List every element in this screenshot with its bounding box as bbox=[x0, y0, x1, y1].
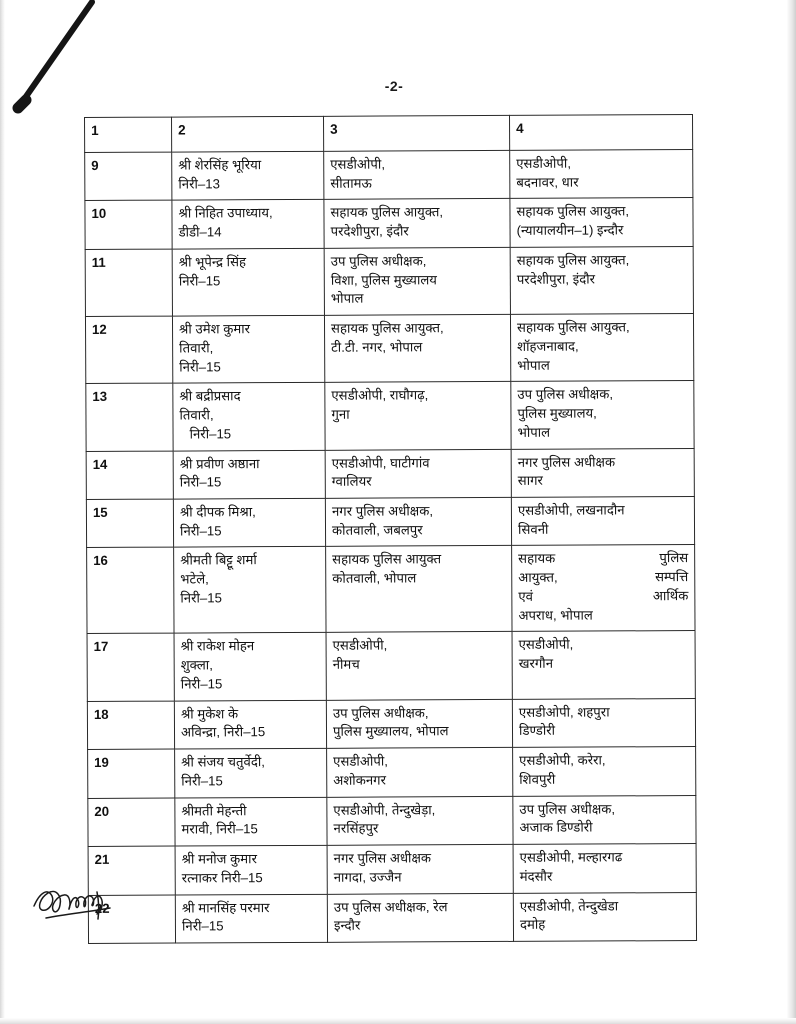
text-line: शॉहजनाबाद, bbox=[517, 338, 579, 354]
cell-new-posting bbox=[511, 381, 694, 449]
text-line: एसडीओपी, लखनादौन bbox=[517, 502, 625, 518]
text-line: अविन्द्रा, निरी–15 bbox=[180, 724, 266, 740]
text-line bbox=[518, 587, 688, 607]
cell-serial-number: 19 bbox=[88, 749, 175, 798]
column-number-3: 3 bbox=[323, 115, 509, 151]
text-line: तिवारी, bbox=[179, 407, 214, 423]
text-line: निरी–13 bbox=[178, 176, 220, 192]
text-line: पुलिस मुख्यालय, bbox=[517, 405, 597, 421]
cell-officer-name bbox=[173, 383, 325, 451]
table-row bbox=[88, 892, 696, 943]
cell-serial-number: 12 bbox=[85, 316, 172, 384]
table-row bbox=[87, 698, 695, 749]
text-line: श्री मानसिंह परमार bbox=[181, 899, 270, 916]
text-line: निरी–15 bbox=[178, 273, 221, 289]
text-line: खरगौन bbox=[518, 655, 554, 672]
cell-present-posting bbox=[324, 247, 510, 315]
cell-present-posting bbox=[324, 199, 510, 248]
text-line: सहायक पुलिस आयुक्त, bbox=[330, 320, 444, 336]
text-line: निरी–15 bbox=[179, 474, 222, 490]
text-line: निरी–15 bbox=[180, 676, 223, 692]
text-word: सहायक bbox=[518, 551, 556, 567]
text-word: पुलिस bbox=[659, 550, 689, 566]
column-number-1: 1 bbox=[85, 117, 172, 152]
cell-officer-name bbox=[175, 797, 327, 846]
text-word: आयुक्त, bbox=[518, 569, 558, 586]
text-line: डिण्डोरी bbox=[518, 723, 556, 739]
cell-officer-name bbox=[172, 315, 324, 383]
text-line: अशोकनगर bbox=[333, 772, 387, 788]
table-row bbox=[86, 381, 694, 451]
text-line: नागदा, उज्जैन bbox=[333, 869, 402, 885]
cell-new-posting bbox=[513, 747, 696, 796]
text-line: नीमच bbox=[332, 656, 360, 672]
text-line: निरी–15 bbox=[179, 523, 222, 539]
cell-present-posting bbox=[324, 315, 510, 383]
text-line: शिवपुरी bbox=[519, 771, 556, 787]
text-line: इन्दौर bbox=[333, 917, 361, 934]
text-line: निरी–15 bbox=[189, 426, 232, 442]
text-line: एसडीओपी, bbox=[330, 156, 386, 172]
cell-new-posting bbox=[510, 314, 693, 382]
text-line: शुक्ला, bbox=[180, 657, 213, 673]
cell-present-posting bbox=[325, 449, 511, 498]
cell-officer-name bbox=[174, 633, 326, 701]
table-row bbox=[88, 844, 696, 895]
text-line: परदेशीपुरा, इंदौर bbox=[330, 223, 409, 239]
cell-new-posting bbox=[510, 246, 693, 314]
table-row bbox=[87, 545, 695, 634]
text-line: उप पुलिस अधीक्षक, bbox=[517, 386, 614, 403]
text-line: विशा, पुलिस मुख्यालय bbox=[330, 271, 437, 288]
text-line: एसडीओपी, राघौगढ़, bbox=[331, 387, 429, 404]
text-line: निरी–15 bbox=[181, 773, 223, 789]
text-line: एसडीओपी, bbox=[333, 753, 388, 769]
cell-serial-number: 17 bbox=[87, 633, 174, 701]
cell-officer-name bbox=[173, 450, 325, 499]
cell-present-posting bbox=[326, 699, 512, 748]
text-line: दमोह bbox=[519, 916, 546, 933]
text-line: उप पुलिस अधीक्षक, bbox=[330, 253, 427, 269]
text-line: भटेले, bbox=[180, 571, 209, 587]
text-line: ग्वालियर bbox=[331, 473, 372, 490]
text-line: एसडीओपी, शहपुरा bbox=[518, 704, 610, 720]
cell-present-posting bbox=[327, 844, 513, 893]
text-line: श्री दीपक मिश्रा, bbox=[179, 504, 256, 520]
cell-officer-name bbox=[172, 151, 324, 200]
table-column-number-row bbox=[85, 115, 693, 153]
text-line: श्री संजय चतुर्वेदी, bbox=[181, 754, 265, 770]
cell-new-posting bbox=[513, 892, 696, 941]
text-line: नरसिंहपुर bbox=[333, 820, 379, 837]
text-line: सीतामऊ bbox=[330, 175, 372, 191]
cell-serial-number: 16 bbox=[87, 548, 174, 634]
cell-present-posting bbox=[325, 382, 511, 450]
cell-serial-number: 9 bbox=[85, 152, 172, 201]
cell-officer-name bbox=[174, 700, 326, 749]
text-line: डीडी–14 bbox=[178, 224, 222, 240]
cell-serial-number: 11 bbox=[85, 249, 172, 317]
text-line: सागर bbox=[517, 473, 543, 489]
cell-new-posting bbox=[513, 844, 696, 893]
text-line: निरी–15 bbox=[180, 590, 222, 606]
text-line: (न्यायालयीन–1) इन्दौर bbox=[516, 222, 624, 239]
text-line: श्री मुकेश के bbox=[180, 705, 239, 722]
text-line: टी.टी. नगर, भोपाल bbox=[331, 339, 423, 355]
text-line: श्री उमेश कुमार bbox=[179, 321, 251, 337]
text-line bbox=[518, 568, 688, 588]
text-word: एवं bbox=[518, 588, 534, 604]
text-line: श्री प्रवीण अष्ठाना bbox=[179, 455, 260, 472]
text-line: श्री भूपेन्द्र सिंह bbox=[178, 254, 247, 270]
text-line: अजाक डिण्डोरी bbox=[519, 819, 593, 836]
text-line: सिवनी bbox=[517, 521, 549, 537]
text-line: एसडीओपी, तेन्दुखेडा bbox=[519, 897, 619, 914]
page-edge-bottom-shadow bbox=[0, 1018, 796, 1024]
text-line: पुलिस मुख्यालय, भोपाल bbox=[332, 723, 449, 740]
table-row bbox=[86, 448, 694, 499]
cell-present-posting bbox=[327, 893, 513, 942]
text-line: मंदसौर bbox=[519, 868, 553, 884]
text-line: रत्नाकर निरी–15 bbox=[181, 869, 263, 886]
text-line: एसडीओपी, घाटीगांव bbox=[331, 454, 430, 471]
text-line: भोपाल bbox=[517, 357, 550, 373]
table-row bbox=[88, 795, 696, 846]
cell-new-posting bbox=[511, 497, 694, 546]
table-row bbox=[85, 314, 693, 384]
text-line: उप पुलिस अधीक्षक, bbox=[519, 800, 616, 817]
text-line: श्री बद्रीप्रसाद bbox=[179, 388, 241, 404]
column-number-2: 2 bbox=[172, 116, 324, 152]
cell-new-posting bbox=[512, 545, 695, 632]
cell-present-posting bbox=[326, 546, 512, 633]
text-line: भोपाल bbox=[517, 424, 551, 440]
text-line: सहायक पुलिस आयुक्त, bbox=[516, 203, 630, 220]
text-line: कोतवाली, जबलपुर bbox=[331, 522, 423, 538]
cell-present-posting bbox=[327, 796, 513, 845]
cell-present-posting bbox=[327, 748, 513, 797]
cell-serial-number: 21 bbox=[88, 846, 175, 895]
text-line: परदेशीपुरा, इंदौर bbox=[516, 271, 596, 287]
table-row bbox=[88, 747, 696, 798]
text-line: श्री मनोज कुमार bbox=[181, 851, 257, 867]
cell-serial-number: 10 bbox=[85, 201, 172, 250]
text-line: एसडीओपी, तेन्दुखेड़ा, bbox=[333, 801, 436, 818]
text-line: मरावी, निरी–15 bbox=[181, 821, 258, 837]
roster-table-container bbox=[84, 114, 696, 944]
text-line bbox=[518, 550, 688, 570]
text-line: बदनावर, धार bbox=[516, 174, 579, 190]
text-line: एसडीओपी, करेरा, bbox=[519, 752, 606, 768]
table-row bbox=[85, 246, 693, 316]
text-line: एसडीओपी, मल्हारगढ bbox=[519, 849, 623, 865]
cell-officer-name bbox=[174, 547, 326, 634]
page-number-marker bbox=[0, 78, 796, 94]
cell-serial-number: 20 bbox=[88, 798, 175, 847]
text-line: श्री निहित उपाध्याय, bbox=[178, 205, 273, 222]
cell-new-posting bbox=[513, 795, 696, 844]
cell-officer-name bbox=[173, 498, 325, 547]
cell-serial-number: 18 bbox=[87, 701, 174, 750]
officer-transfer-table bbox=[84, 114, 697, 944]
text-line: नगर पुलिस अधीक्षक, bbox=[331, 503, 434, 519]
page-edge-right-shadow bbox=[787, 0, 796, 1024]
text-line: उप पुलिस अधीक्षक, bbox=[332, 704, 429, 721]
text-word: सम्पत्ति bbox=[655, 569, 689, 585]
text-line: सहायक पुलिस आयुक्त, bbox=[516, 252, 630, 268]
corner-ink-stroke-mark bbox=[0, 0, 130, 120]
table-row bbox=[87, 631, 695, 701]
text-line: नगर पुलिस अधीक्षक bbox=[517, 453, 616, 470]
text-line: नगर पुलिस अधीक्षक bbox=[333, 850, 432, 866]
cell-present-posting bbox=[326, 632, 512, 700]
cell-present-posting bbox=[325, 497, 511, 546]
cell-serial-number: 22 bbox=[88, 895, 175, 944]
cell-new-posting bbox=[512, 631, 695, 699]
text-line: अपराध, भोपाल bbox=[518, 607, 593, 623]
text-line: श्रीमती मेहन्ती bbox=[181, 802, 247, 819]
cell-officer-name bbox=[175, 845, 327, 894]
table-row bbox=[86, 497, 694, 548]
text-line: सहायक पुलिस आयुक्त, bbox=[516, 319, 630, 336]
text-word: आर्थिक bbox=[652, 588, 689, 604]
cell-officer-name bbox=[172, 248, 324, 316]
text-line: निरी–15 bbox=[179, 358, 221, 375]
text-line: श्री राकेश मोहन bbox=[180, 638, 255, 654]
cell-officer-name bbox=[175, 748, 327, 797]
text-line: भोपाल bbox=[330, 291, 364, 307]
page-edge-left-shadow bbox=[0, 0, 5, 1024]
text-line: निरी–15 bbox=[181, 918, 224, 934]
cell-new-posting bbox=[510, 150, 693, 199]
text-line: उप पुलिस अधीक्षक, रेल bbox=[333, 898, 448, 915]
table-row bbox=[85, 150, 693, 201]
text-line: तिवारी, bbox=[179, 340, 214, 356]
text-line: एसडीओपी, bbox=[332, 637, 388, 654]
text-line: एसडीओपी, bbox=[516, 155, 572, 171]
cell-officer-name bbox=[172, 200, 324, 249]
table-body bbox=[85, 115, 697, 944]
text-line: श्रीमती बिट्टू शर्मा bbox=[180, 552, 257, 569]
column-number-4: 4 bbox=[509, 115, 692, 151]
page-number-text: -2- bbox=[384, 78, 404, 94]
cell-serial-number: 15 bbox=[86, 499, 173, 548]
text-line: श्री शेरसिंह भूरिया bbox=[178, 157, 262, 173]
cell-officer-name bbox=[175, 894, 327, 943]
table-row bbox=[85, 198, 693, 249]
cell-serial-number: 14 bbox=[86, 451, 173, 500]
cell-new-posting bbox=[512, 698, 695, 747]
text-line: एसडीओपी, bbox=[518, 637, 574, 653]
text-line: कोतवाली, भोपाल bbox=[332, 570, 417, 587]
cell-serial-number: 13 bbox=[86, 383, 173, 451]
text-line: गुना bbox=[331, 406, 350, 422]
text-line: सहायक पुलिस आयुक्त bbox=[332, 551, 442, 568]
cell-present-posting bbox=[324, 150, 510, 199]
text-line: सहायक पुलिस आयुक्त, bbox=[330, 204, 444, 221]
cell-new-posting bbox=[511, 448, 694, 497]
cell-new-posting bbox=[510, 198, 693, 247]
